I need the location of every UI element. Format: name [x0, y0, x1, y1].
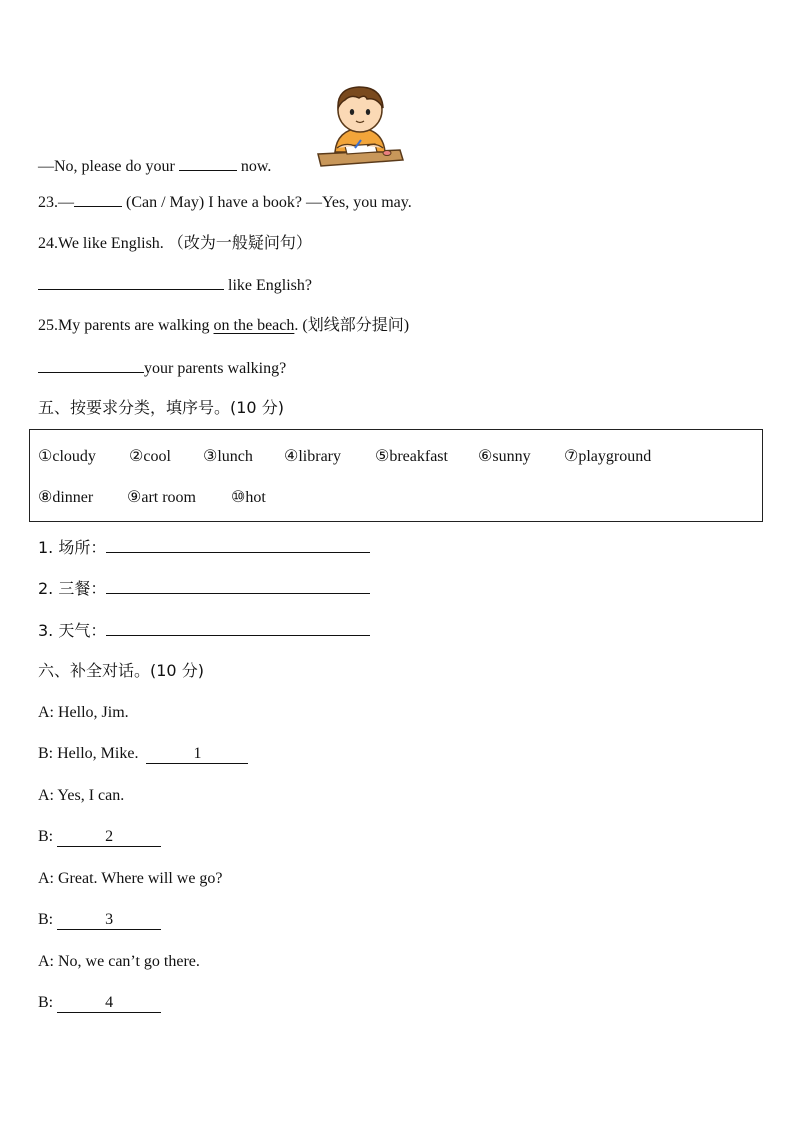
dialogue-blank-4[interactable] — [57, 994, 161, 1013]
word-item: ①cloudy — [38, 448, 96, 465]
boy-writing-illustration — [315, 82, 405, 170]
dialogue-line: A: Great. Where will we go? — [38, 870, 223, 887]
dialogue-blank-3[interactable] — [57, 911, 161, 930]
dialogue-text: B: — [38, 911, 54, 928]
dialogue-text: B: — [38, 828, 54, 845]
word-item: ⑧dinner — [38, 489, 94, 506]
q24-prompt: 24.We like English. — [38, 235, 164, 252]
q25-prefix: 25.My parents are walking — [38, 317, 210, 334]
section5-heading: 五、按要求分类，填序号。(10 分) — [38, 398, 284, 417]
category-label: 1. 场所： — [38, 538, 107, 557]
q24-answer-line — [38, 274, 312, 296]
category-answer-blank[interactable] — [106, 620, 370, 636]
section6-heading: 六、补全对话。(10 分) — [38, 661, 204, 680]
word-bank-box — [29, 429, 763, 522]
blank-number: 1 — [193, 745, 202, 762]
dialogue-line — [38, 993, 161, 1013]
category-meals — [38, 578, 370, 599]
q25-answer-line — [38, 357, 286, 379]
q22-answer-blank[interactable] — [179, 155, 237, 171]
dialogue-line: A: No, we can’t go there. — [38, 953, 200, 970]
dialogue-line: A: Yes, I can. — [38, 787, 125, 804]
q25-answer-suffix: your parents walking? — [144, 360, 287, 377]
dialogue-line — [38, 827, 161, 847]
q23-answer-blank[interactable] — [74, 191, 122, 207]
category-places — [38, 537, 370, 558]
word-item: ④library — [284, 448, 341, 465]
word-item: ②cool — [129, 448, 171, 465]
blank-number: 2 — [105, 828, 114, 845]
blank-number: 4 — [105, 994, 114, 1011]
dialogue-text: B: Hello, Mike. — [38, 745, 139, 762]
word-item: ⑥sunny — [478, 448, 531, 465]
dialogue-line — [38, 910, 161, 930]
q24-note: （改为一般疑问句） — [167, 233, 312, 252]
word-item: ⑨art room — [127, 489, 196, 506]
category-label: 2. 三餐： — [38, 579, 107, 598]
dialogue-blank-2[interactable] — [57, 828, 161, 847]
word-item: ⑩hot — [231, 489, 266, 506]
word-item: ③lunch — [203, 448, 253, 465]
q23-prefix: 23.— — [38, 194, 74, 211]
q25-suffix: . (划线部分提问) — [294, 317, 410, 334]
q22-line — [38, 155, 271, 177]
q25-answer-blank[interactable] — [38, 357, 144, 373]
q24-answer-suffix: like English? — [228, 277, 312, 294]
boy-writing-at-desk-icon — [315, 82, 405, 170]
q24-line — [38, 233, 312, 254]
q24-answer-blank[interactable] — [38, 274, 224, 290]
q25-underlined-phrase: on the beach — [213, 317, 295, 334]
category-label: 3. 天气： — [38, 621, 107, 640]
q25-line — [38, 316, 409, 336]
q22-text-before: —No, please do your — [38, 158, 175, 175]
dialogue-line: A: Hello, Jim. — [38, 704, 129, 721]
dialogue-line — [38, 744, 248, 764]
word-item: ⑦playground — [564, 448, 652, 465]
category-weather — [38, 620, 370, 641]
q23-line — [38, 191, 412, 213]
dialogue-blank-1[interactable] — [146, 745, 248, 764]
category-answer-blank[interactable] — [106, 578, 370, 594]
q23-options: (Can / May) I have a book? —Yes, you may. — [126, 194, 412, 211]
category-answer-blank[interactable] — [106, 537, 370, 553]
q22-text-after: now. — [240, 158, 272, 175]
dialogue-text: B: — [38, 994, 54, 1011]
word-item: ⑤breakfast — [375, 448, 448, 465]
blank-number: 3 — [105, 911, 114, 928]
